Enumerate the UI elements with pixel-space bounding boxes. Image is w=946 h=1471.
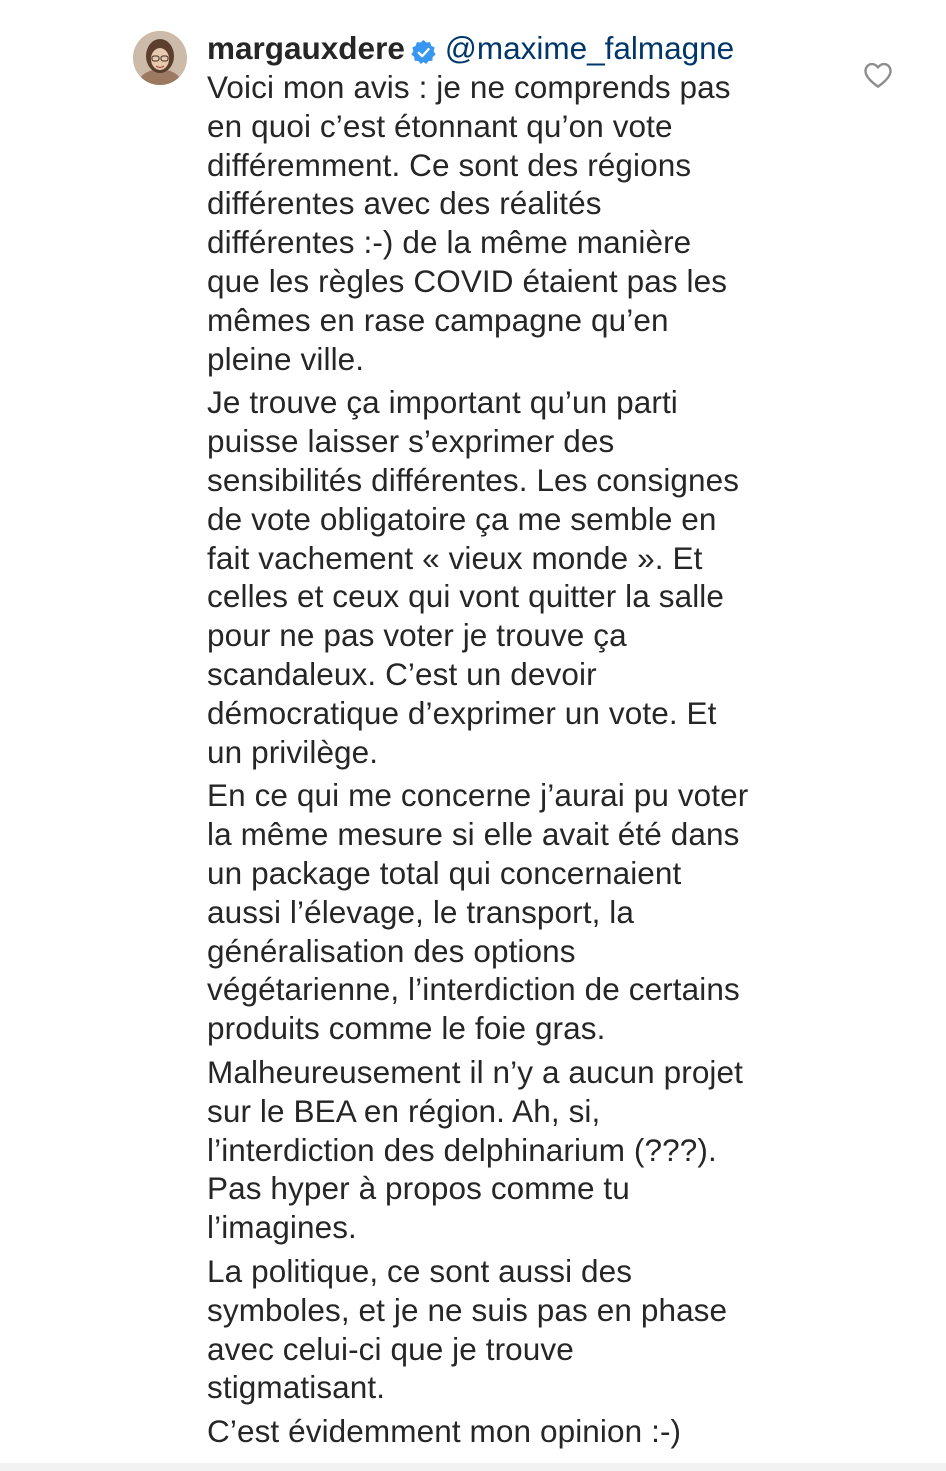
comment-paragraph <box>207 1412 827 1451</box>
text-line: En ce qui me concerne j’aurai pu voter <box>207 777 749 814</box>
text-line: produits comme le foie gras. <box>207 1010 606 1047</box>
text-line: végétarienne, l’interdiction de certains <box>207 971 740 1008</box>
text-line: de vote obligatoire ça me semble en <box>207 500 717 537</box>
text-line: Malheureusement il n’y a aucun projet <box>207 1053 744 1090</box>
text-line: La politique, ce sont aussi des <box>207 1252 633 1289</box>
text-line: sur le BEA en région. Ah, si, <box>207 1092 601 1129</box>
text-line: pour ne pas voter je trouve ça <box>207 617 627 654</box>
text-line: scandaleux. C’est un devoir <box>207 655 597 692</box>
text-line: Voici mon avis : je ne comprends pas <box>207 69 731 105</box>
text-line: différemment. Ce sont des régions <box>207 146 692 183</box>
text-line: stigmatisant. <box>207 1369 386 1406</box>
text-line: l’imagines. <box>207 1209 357 1246</box>
text-line: en quoi c’est étonnant qu’on vote <box>207 107 673 144</box>
comment-paragraph <box>207 776 827 1048</box>
comment-text <box>207 68 827 1456</box>
text-line: Pas hyper à propos comme tu <box>207 1170 630 1207</box>
mention-link[interactable]: @maxime_falmagne <box>444 30 735 66</box>
comment-paragraph <box>207 383 827 771</box>
text-line: pleine ville. <box>207 340 365 377</box>
text-line: un package total qui concernaient <box>207 854 682 891</box>
heart-outline-icon[interactable] <box>863 61 893 89</box>
avatar[interactable] <box>133 31 187 85</box>
text-line: un privilège. <box>207 733 379 770</box>
text-line: différentes :-) de la même manière <box>207 224 692 261</box>
text-line: fait vachement « vieux monde ». Et <box>207 539 703 576</box>
comment-paragraph <box>207 1252 827 1407</box>
text-line: sensibilités différentes. Les consignes <box>207 461 740 498</box>
text-line: Je trouve ça important qu’un parti <box>207 384 678 421</box>
username-link[interactable]: margauxdere <box>207 30 405 66</box>
text-line: aussi l’élevage, le transport, la <box>207 893 635 930</box>
text-line: la même mesure si elle avait été dans <box>207 816 740 853</box>
text-line: l’interdiction des delphinarium (???). <box>207 1131 717 1168</box>
verified-badge-icon <box>410 35 437 62</box>
text-line: mêmes en rase campagne qu’en <box>207 301 669 338</box>
comment-paragraph <box>207 1053 827 1247</box>
profile-photo-icon <box>133 31 187 85</box>
divider <box>0 1463 946 1471</box>
comment-paragraph <box>207 68 827 378</box>
text-line: que les règles COVID étaient pas les <box>207 262 728 299</box>
text-line: puisse laisser s’exprimer des <box>207 423 615 460</box>
text-line: avec celui-ci que je trouve <box>207 1330 574 1367</box>
text-line: C’est évidemment mon opinion :-) <box>207 1413 682 1450</box>
comment-header <box>207 28 734 68</box>
text-line: différentes avec des réalités <box>207 185 602 222</box>
text-line: généralisation des options <box>207 932 576 969</box>
text-line: symboles, et je ne suis pas en phase <box>207 1291 728 1328</box>
text-line: démocratique d’exprimer un vote. Et <box>207 694 717 731</box>
text-line: celles et ceux qui vont quitter la salle <box>207 578 725 615</box>
